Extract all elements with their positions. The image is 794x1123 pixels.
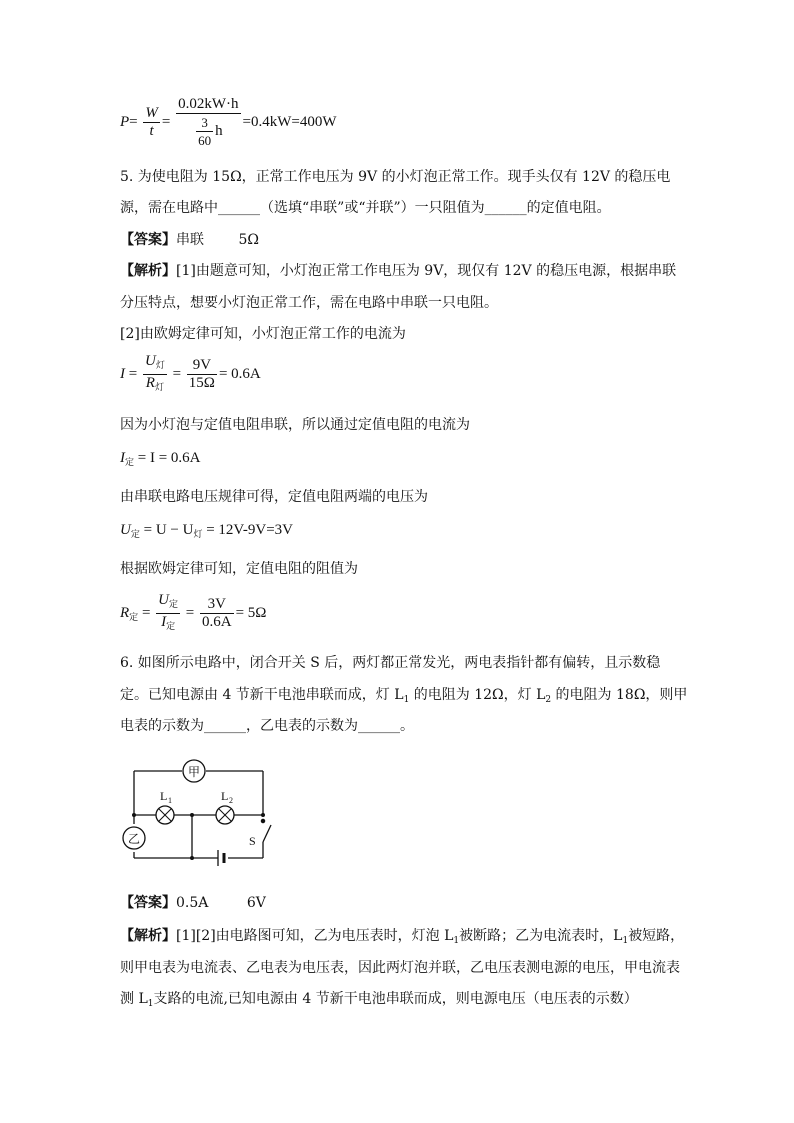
q6-analysis-2: 则甲电表为电流表、乙电表为电压表，因此两灯泡并联，乙电压表测电源的电压，甲电流表 — [120, 960, 680, 976]
q6-line-1: 6. 如图所示电路中，闭合开关 S 后，两灯都正常发光，两电表指针都有偏转，且示数稳 — [120, 655, 661, 671]
sub: 灯 — [193, 529, 203, 539]
den: 0.6A — [201, 614, 232, 630]
formula-rest: = I = 0.6A — [137, 450, 201, 466]
var-u: U — [120, 522, 131, 538]
text: 定。已知电源由 4 节新干电池串联而成，灯 L — [120, 687, 404, 703]
var-i: I — [161, 614, 167, 630]
sub: 1 — [403, 695, 410, 705]
q6-line-3: 电表的示数为______，乙电表的示数为______。 — [120, 718, 414, 734]
meter-jia — [183, 760, 205, 782]
text: 的电阻为 12Ω，灯 L — [409, 687, 546, 703]
formula-eq: = — [161, 113, 171, 130]
inner-numerator: 3 — [196, 114, 213, 132]
formula-rest: = 12V-9V=3V — [206, 522, 294, 538]
q5-analysis-3: [2]由欧姆定律可知，小灯泡正常工作的电流为 — [120, 326, 406, 342]
q5-line-2: 源，需在电路中______（选填“串联”或“并联”）一只阻值为______的定值电阻。 — [120, 200, 611, 216]
q5-text-4: 因为小灯泡与定值电阻串联，所以通过定值电阻的电流为 — [120, 417, 470, 433]
text: 的电阻为 18Ω，则甲 — [551, 687, 688, 703]
fraction-w-t — [143, 105, 160, 140]
q5-text-5: 由串联电路电压规律可得，定值电阻两端的电压为 — [120, 489, 428, 505]
sub: 1 — [453, 936, 460, 946]
q5-analysis-1 — [120, 262, 676, 280]
q5-analysis-2: 分压特点，想要小灯泡正常工作，需在电路中串联一只电阻。 — [120, 295, 498, 311]
sub: 1 — [622, 936, 629, 946]
q5-answer — [120, 231, 259, 249]
answer-1: 串联 — [176, 232, 204, 248]
sub: 定 — [166, 621, 176, 631]
switch-label: S — [249, 834, 256, 848]
switch-symbol — [261, 819, 271, 842]
sub: 灯 — [155, 360, 165, 370]
sub: 定 — [129, 611, 139, 622]
sub: 定 — [125, 457, 135, 467]
sub: 定 — [130, 529, 140, 539]
q6-line-2 — [120, 686, 687, 709]
text: 被断路；乙为电流表时，L — [459, 928, 623, 944]
formula-voltage — [120, 521, 293, 543]
fraction-numerator: 0.02kW·h — [178, 96, 239, 112]
sub: 1 — [147, 999, 154, 1009]
analysis-tag: 【解析】 — [120, 263, 176, 279]
formula-result: = 0.6A — [218, 365, 261, 382]
fraction-u-i — [156, 592, 180, 635]
fraction-numerator: W — [145, 105, 158, 121]
fraction-denominator: t — [149, 123, 154, 139]
sub: 2 — [545, 695, 552, 705]
answer-tag: 【答案】 — [120, 895, 176, 911]
var-u: U — [144, 353, 156, 369]
text: 被短路， — [628, 928, 685, 944]
fraction-energy-time — [176, 96, 240, 149]
power-formula — [120, 96, 337, 149]
formula-mid: = U − U — [143, 522, 194, 538]
formula-result: = 5Ω — [235, 604, 267, 621]
var-i: I — [120, 450, 125, 466]
sub: 定 — [169, 599, 179, 609]
meter-yi-label: 乙 — [127, 832, 141, 846]
text: 支路的电流,已知电源由 4 节新干电池串联而成，则电源电压（电压表的示数） — [153, 991, 638, 1007]
num: 9V — [187, 357, 217, 375]
fraction-values — [187, 357, 217, 392]
lamp-l1 — [156, 806, 174, 824]
formula-var: I — [120, 365, 125, 382]
var-r: R — [145, 375, 155, 391]
analysis-tag: 【解析】 — [120, 928, 176, 944]
q5-text-6: 根据欧姆定律可知，定值电阻的阻值为 — [120, 561, 358, 577]
inner-fraction — [196, 114, 213, 149]
den: 15Ω — [188, 375, 215, 391]
answer-tag: 【答案】 — [120, 232, 176, 248]
formula-p: P — [120, 113, 130, 130]
formula-eq: = — [129, 113, 138, 130]
q6-analysis-3 — [120, 990, 638, 1013]
q6-answer — [120, 894, 266, 912]
fraction-denominator — [176, 114, 240, 149]
lamp-l2-label: L — [221, 789, 229, 803]
var-u: U — [158, 592, 169, 608]
inner-denominator: 60 — [198, 133, 212, 148]
meter-yi — [123, 827, 145, 849]
lamp-l2-sub: 2 — [229, 796, 233, 805]
formula-result: =0.4kW=400W — [242, 113, 337, 130]
q5-line-1: 5. 为使电阻为 15Ω，正常工作电压为 9V 的小灯泡正常工作。现手头仅有 12V 的稳压电 — [120, 169, 671, 185]
formula-current: I = $\frac{U_灯}{R_灯}$ = $\frac{9V}{15\Omega}$ = 0.6A — [120, 353, 261, 396]
answer-2: 6V — [246, 895, 266, 911]
unit-h: h — [215, 122, 223, 139]
num: 3V — [200, 596, 234, 614]
meter-jia-label: 甲 — [187, 765, 201, 779]
sub: 灯 — [154, 382, 164, 392]
circuit-diagram — [118, 752, 278, 872]
var-r: R — [120, 604, 130, 621]
battery-symbol — [218, 850, 224, 866]
q6-analysis-1 — [120, 927, 684, 950]
lamp-l1-label: L — [160, 789, 168, 803]
formula-resistance: $R_定$ = $\frac{U_定}{I_定}$ = $\frac{3V}{0.6A}$ = 5Ω — [120, 592, 266, 635]
analysis-text: [1]由题意可知，小灯泡正常工作电压为 9V，现仅有 12V 的稳压电源，根据串联 — [176, 263, 677, 279]
text: [1][2]由电路图可知，乙为电压表时，灯泡 L — [176, 928, 454, 944]
lamp-l2 — [216, 806, 234, 824]
answer-2: 5Ω — [238, 232, 259, 248]
formula-series-current — [120, 449, 201, 471]
lamp-l1-sub: 1 — [168, 796, 172, 805]
answer-1: 0.5A — [176, 895, 209, 911]
fraction-u-r — [143, 353, 167, 396]
text: 测 L — [120, 991, 148, 1007]
fraction-values — [200, 596, 234, 631]
